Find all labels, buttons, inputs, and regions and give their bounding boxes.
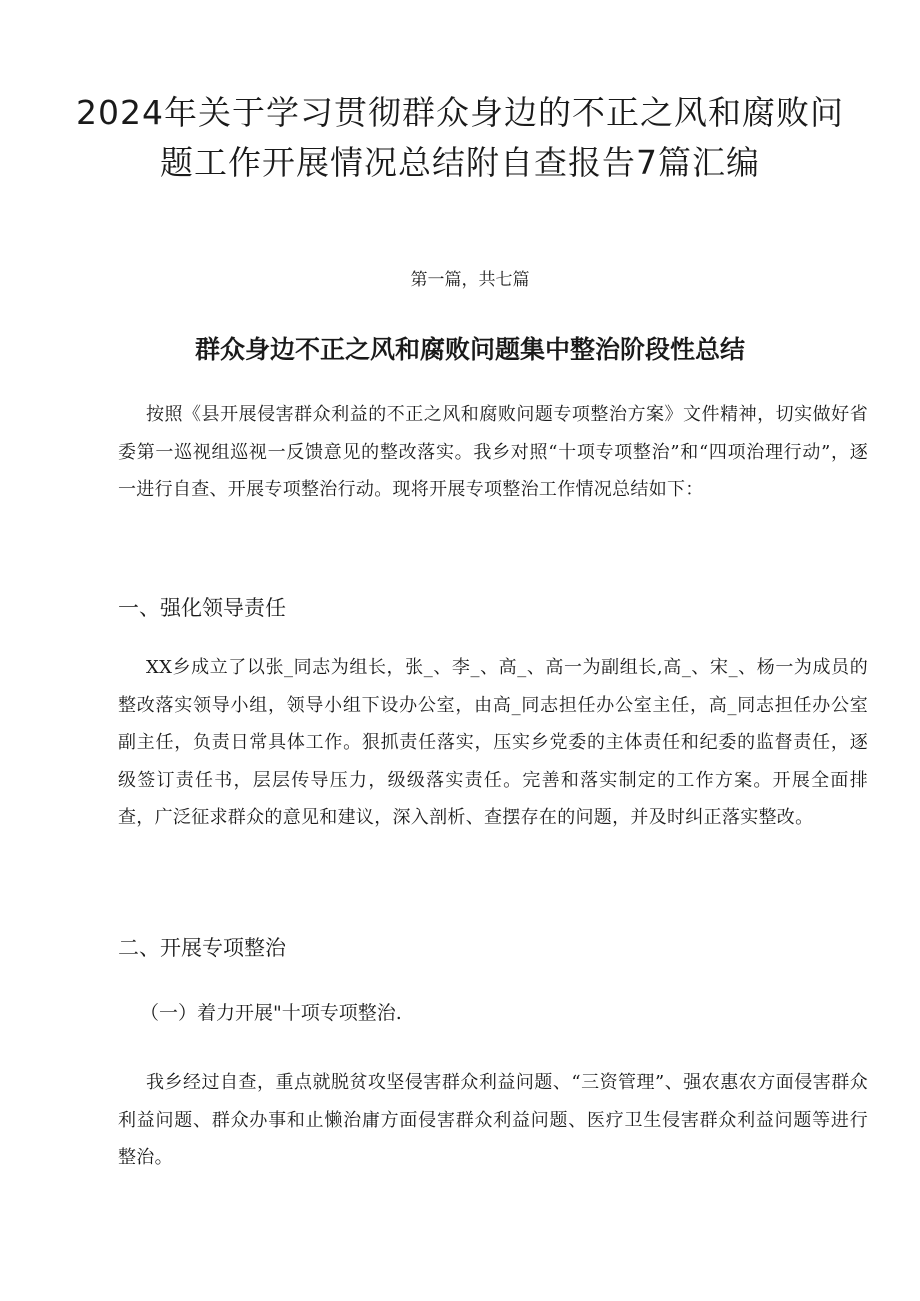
- self-check-paragraph: 我乡经过自查，重点就脱贫攻坚侵害群众利益问题、“三资管理”、强农惠农方面侵害群众利益问题、群众办事和止懒治庸方面侵害群众利益问题、医疗卫生侵害群众利益问题等进行整治。: [118, 1072, 868, 1168]
- subheading-ten-projects: （一）着力开展"十项专项整治.: [140, 1002, 402, 1024]
- section-title: 群众身边不正之风和腐败问题集中整治阶段性总结: [194, 335, 745, 364]
- part-label: 第一篇，共七篇: [410, 270, 530, 290]
- heading-leadership: 一、强化领导责任: [118, 596, 286, 620]
- intro-paragraph: 按照《县开展侵害群众利益的不正之风和腐败问题专项整治方案》文件精神，切实做好省委第一巡视组巡视一反馈意见的整改落实。我乡对照“十项专项整治”和“四项治理行动”，逐一进行自查、开展专项整治行动。现将开展专项整治工作情况总结如下：: [118, 404, 868, 500]
- document-title: 2024年关于学习贯彻群众身边的不正之风和腐败问题工作开展情况总结附自查报告7篇汇编: [76, 93, 844, 182]
- heading-special-rectification: 二、开展专项整治: [118, 936, 286, 960]
- leadership-paragraph: XX乡成立了以张_同志为组长，张_、李_、高_、高一为副组长,高_、宋_、杨一为成员的整改落实领导小组，领导小组下设办公室，由高_同志担任办公室主任，高_同志担任办公室副主任，负责日常具体工作。狠抓责任落实，压实乡党委的主体责任和纪委的监督责任，逐级签订责任书，层层传导压力，级级落实责任。完善和落实制定的工作方案。开展全面排查，广泛征求群众的意见和建议，深入剖析、查摆存在的问题，并及时纠正落实整改。: [118, 657, 868, 828]
